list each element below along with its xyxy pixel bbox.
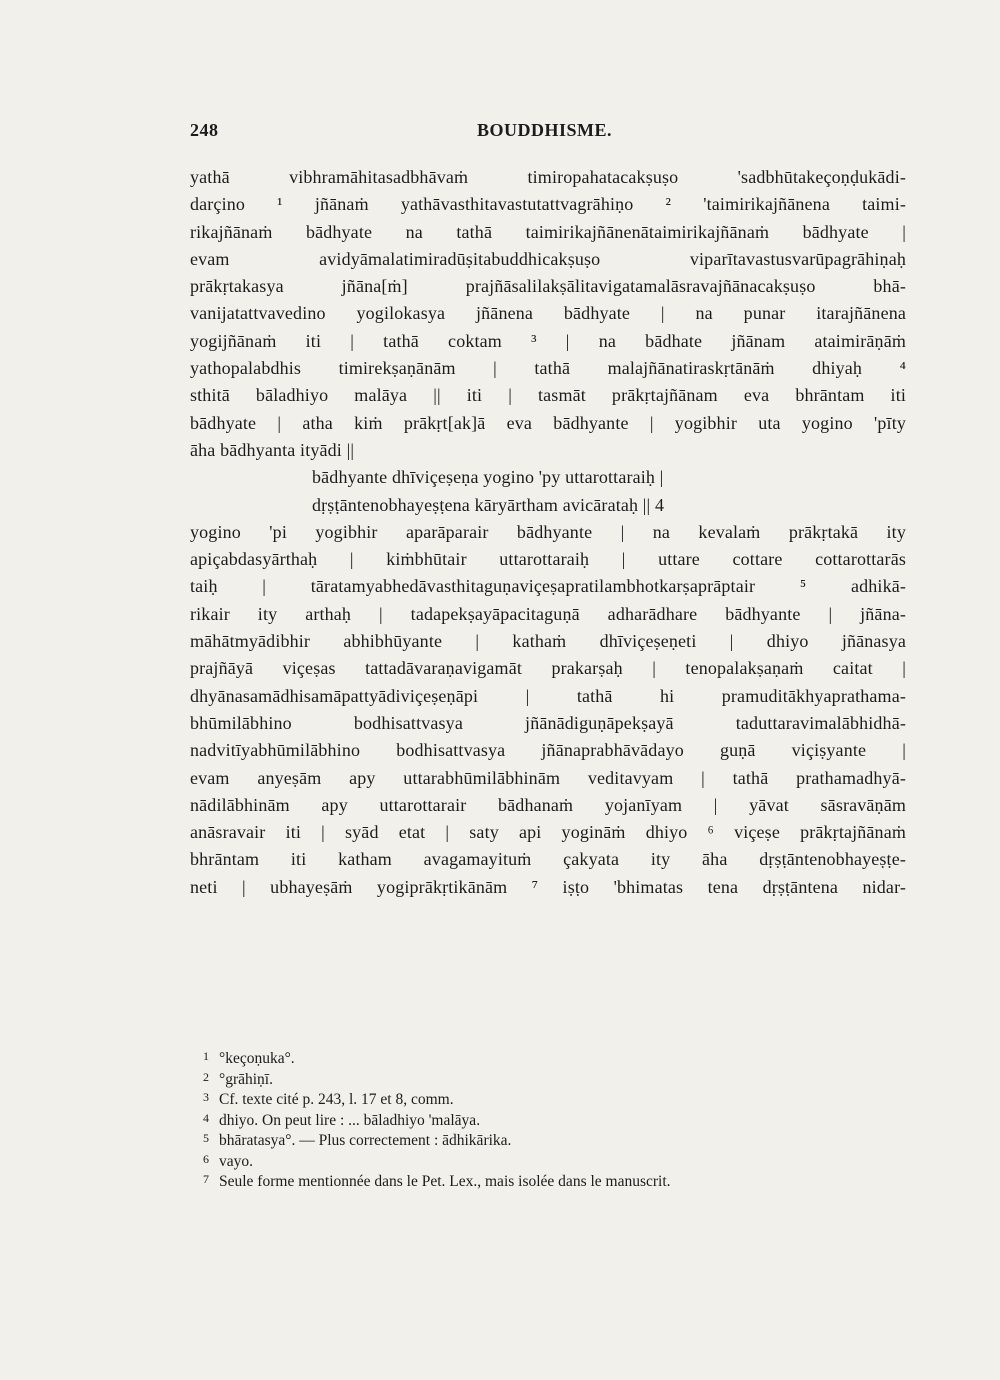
footnote-mark: 6	[203, 1151, 209, 1166]
footnote-text: dhiyo. On peut lire : ... bāladhiyo 'malāya.	[219, 1111, 481, 1129]
text-line: evam anyeṣām apy uttarabhūmilābhinām veditavyam | tathā prathamadhyā-	[190, 767, 906, 788]
footnote	[203, 1046, 843, 1067]
text-line: rikair ity arthaḥ | tadapekṣayāpacitaguṇā adharādhare bādhyante | jñāna-	[190, 603, 906, 624]
text-line: māhātmyādibhir abhibhūyante | kathaṁ dhīviçeṣeṇeti | dhiyo jñānasya	[190, 631, 906, 652]
text-line: yathopalabdhis timirekṣaṇānām | tathā malajñānatiraskṛtānāṁ dhiyaḥ ⁴	[190, 358, 906, 379]
footnote-mark: 1	[203, 1049, 209, 1063]
text-line: darçino ¹ jñānaṁ yathāvasthitavastutattvagrāhiṇo ² 'taimirikajñānena taimi-	[190, 194, 906, 215]
text-line: dhyānasamādhisamāpattyādiviçeṣeṇāpi | tathā hi pramuditākhyaprathama-	[190, 685, 906, 706]
footnote-text: °keçoṇuka°.	[219, 1050, 295, 1067]
text-line: nādilābhinām apy uttarottarair bādhanaṁ yojanīyam | yāvat sāsravāṇām	[190, 794, 906, 815]
footnote	[203, 1169, 843, 1190]
footnote	[203, 1067, 843, 1088]
verse-line: bādhyante dhīviçeṣeṇa yogino 'py uttarottaraiḥ |	[312, 467, 664, 488]
text-line: yathā vibhramāhitasadbhāvaṁ timiropahatacakṣuṣo 'sadbhūtakeçoṇḍukādi-	[190, 167, 906, 187]
page-number: 248	[190, 120, 219, 140]
footnote-mark: 7	[203, 1172, 209, 1186]
text-line: prajñāyā viçeṣas tattadāvaraṇavigamāt prakarṣaḥ | tenopalakṣaṇaṁ caitat |	[190, 658, 906, 679]
text-line: rikajñānaṁ bādhyate na tathā taimirikajñānenātaimirikajñānaṁ bādhyate |	[190, 221, 906, 242]
footnote	[203, 1128, 843, 1149]
text-line: neti | ubhayeṣāṁ yogiprākṛtikānām ⁷ iṣṭo 'bhimatas tena dṛṣṭāntena nidar-	[190, 876, 906, 897]
text-line: prākṛtakasya jñāna[ṁ] prajñāsalilakṣālitavigatamalāsravajñānacakṣuṣo bhā-	[190, 276, 906, 297]
text-line: nadvitīyabhūmilābhino bodhisattvasya jñānaprabhāvādayo guṇā viçiṣyante |	[190, 740, 906, 761]
footnote-mark: 5	[203, 1131, 209, 1145]
footnotes	[203, 1046, 843, 1190]
verse-line: dṛṣṭāntenobhayeṣṭena kāryārtham avicārataḥ || 4	[312, 494, 665, 515]
footnote	[203, 1108, 843, 1129]
main-text	[190, 164, 906, 901]
footnote-text: Cf. texte cité p. 243, l. 17 et 8, comm.	[219, 1091, 454, 1108]
text-line: sthitā bāladhiyo malāya || iti | tasmāt prākṛtajñānam eva bhrāntam iti	[190, 385, 906, 406]
text-line: apiçabdasyārthaḥ | kiṁbhūtair uttarottaraiḥ | uttare cottare cottarottarās	[190, 549, 906, 570]
text-line: anāsravair iti | syād etat | saty api yogināṁ dhiyo ⁶ viçeṣe prākṛtajñānaṁ	[190, 822, 906, 843]
page-header	[190, 114, 910, 144]
footnote-text: Seule forme mentionnée dans le Pet. Lex., mais isolée dans le manuscrit.	[219, 1173, 671, 1190]
text-line: bhrāntam iti katham avagamayituṁ çakyata ity āha dṛṣṭāntenobhayeṣṭe-	[190, 849, 906, 870]
footnote	[203, 1149, 843, 1170]
footnote	[203, 1087, 843, 1108]
running-title: BOUDDHISME.	[477, 120, 613, 140]
text-line: yogijñānaṁ iti | tathā coktam ³ | na bādhate jñānam ataimirāṇāṁ	[190, 330, 906, 351]
footnote-text: vayo.	[219, 1152, 254, 1170]
footnote-text: °grāhiṇī.	[219, 1070, 273, 1088]
footnote-mark: 4	[203, 1110, 209, 1125]
footnote-mark: 3	[203, 1090, 209, 1104]
text-line: āha bādhyanta ityādi ||	[190, 439, 355, 460]
footnote-mark: 2	[203, 1069, 209, 1084]
text-line: evam avidyāmalatimiradūṣitabuddhicakṣuṣo viparītavastusvarūpagrāhiṇaḥ	[190, 248, 906, 269]
text-line: bhūmilābhino bodhisattvasya jñānādiguṇāpekṣayā taduttaravimalābhidhā-	[190, 712, 906, 733]
text-line: bādhyate | atha kiṁ prākṛt[ak]ā eva bādhyante | yogibhir uta yogino 'pīty	[190, 412, 906, 433]
text-line: yogino 'pi yogibhir aparāparair bādhyante | na kevalaṁ prākṛtakā ity	[190, 521, 906, 542]
text-line: taiḥ | tāratamyabhedāvasthitaguṇaviçeṣapratilambhotkarṣaprāptair ⁵ adhikā-	[190, 576, 906, 597]
text-line: vanijatattvavedino yogilokasya jñānena bādhyate | na punar itarajñānena	[190, 303, 906, 324]
footnote-text: bhāratasya°. — Plus correctement : ādhikārika.	[219, 1132, 512, 1149]
